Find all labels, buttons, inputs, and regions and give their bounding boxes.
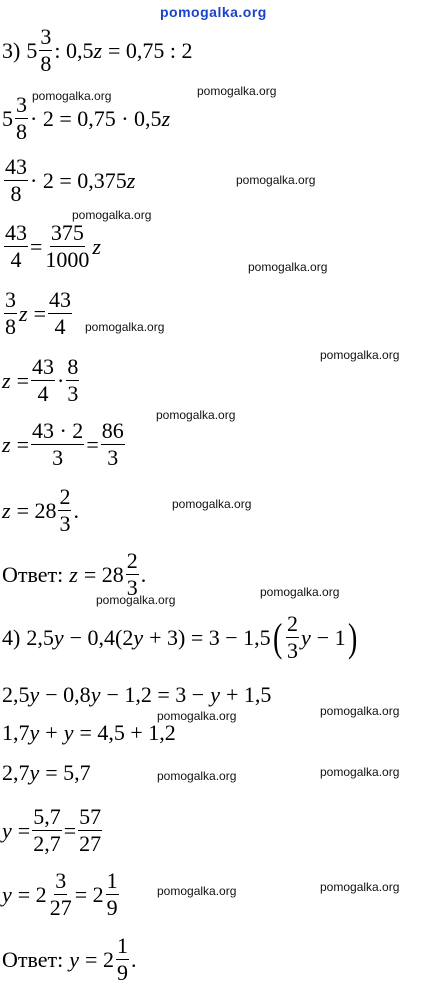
watermark: pomogalka.org	[156, 408, 236, 422]
watermark: pomogalka.org	[96, 593, 176, 607]
equals-sign: =	[63, 817, 77, 843]
fraction	[39, 26, 52, 75]
watermark: pomogalka.org	[197, 84, 277, 98]
numerator: 86	[101, 418, 124, 443]
numerator: 2	[286, 611, 298, 636]
numerator: 3	[40, 24, 52, 49]
denominator: 8	[5, 314, 16, 339]
fraction	[66, 356, 79, 405]
fraction	[44, 222, 90, 271]
p4-line-4	[2, 762, 91, 784]
expression-text: = 2	[85, 946, 114, 972]
p3-line-5	[2, 289, 74, 338]
watermark: pomogalka.org	[157, 884, 237, 898]
coefficient: 1,7	[2, 720, 30, 745]
denominator: 4	[54, 314, 66, 339]
fraction	[58, 486, 71, 535]
variable: y	[53, 624, 64, 650]
numerator: 43	[5, 154, 27, 179]
equals-sign: =	[16, 431, 29, 457]
numerator: 43	[48, 287, 71, 312]
p3-line-3	[2, 156, 135, 205]
watermark: pomogalka.org	[248, 260, 328, 274]
watermark: pomogalka.org	[320, 765, 400, 779]
variable: z	[19, 300, 28, 326]
expression-text: : 0,5	[54, 37, 94, 63]
fraction	[49, 870, 73, 919]
variable: y	[133, 624, 144, 650]
numerator: 8	[67, 354, 79, 379]
variable: y	[210, 682, 220, 707]
fraction	[31, 420, 84, 469]
numerator: 43	[31, 354, 54, 379]
period: .	[73, 497, 79, 523]
variable: y	[90, 682, 101, 707]
variable: z	[93, 37, 103, 63]
p4-answer	[2, 935, 136, 984]
p4-line-6	[2, 870, 121, 919]
denominator: 3	[107, 445, 119, 470]
denominator: 4	[10, 247, 22, 272]
variable: z	[2, 431, 11, 457]
plus-sign: +	[45, 720, 58, 745]
coefficient: 2,5	[26, 624, 54, 650]
watermark: pomogalka.org	[157, 709, 237, 723]
fraction	[15, 94, 28, 143]
expression-text: = 2	[74, 881, 104, 907]
variable: z	[2, 367, 11, 393]
fraction	[48, 289, 72, 338]
variable: y	[29, 720, 40, 745]
p4-line-3	[2, 722, 176, 744]
whole-part: 5	[2, 105, 13, 131]
variable: z	[69, 561, 78, 587]
denominator: 3	[67, 381, 79, 406]
p3-line-2	[2, 94, 170, 143]
watermark: pomogalka.org	[320, 348, 400, 362]
denominator: 3	[59, 511, 71, 536]
numerator: 5,7	[33, 804, 61, 829]
numerator: 43 · 2	[31, 418, 84, 443]
answer-label: Ответ:	[2, 561, 64, 587]
denominator: 4	[37, 381, 49, 406]
fraction	[32, 806, 62, 855]
expression-text: − 0,4(2	[69, 624, 134, 650]
fraction	[286, 613, 299, 662]
denominator: 8	[16, 119, 27, 144]
whole-part: 5	[26, 37, 38, 63]
variable: y	[300, 624, 311, 650]
denominator: 27	[79, 831, 102, 856]
fraction	[126, 550, 139, 599]
denominator: 27	[49, 895, 72, 920]
denominator: 9	[116, 960, 128, 985]
denominator: 1000	[45, 247, 90, 272]
variable: z	[126, 167, 136, 193]
fraction	[4, 289, 17, 338]
fraction	[116, 935, 129, 984]
variable: z	[92, 233, 101, 259]
expression-text: = 5,7	[45, 760, 91, 785]
watermark: pomogalka.org	[32, 89, 112, 103]
expression-text: · 2 = 0,375	[30, 167, 127, 193]
numerator: 1	[106, 868, 118, 893]
expression-text: + 3) = 3 − 1,5	[149, 624, 271, 650]
variable: y	[2, 881, 12, 907]
numerator: 375	[50, 220, 84, 245]
expression-text: = 28	[16, 497, 57, 523]
watermark: pomogalka.org	[320, 704, 400, 718]
numerator: 1	[116, 933, 128, 958]
denominator: 3	[286, 638, 298, 663]
coefficient: 2,7	[2, 760, 30, 785]
fraction	[101, 420, 125, 469]
expression-text: + 1,5	[225, 682, 272, 707]
denominator: 3	[126, 575, 138, 600]
expression-text: = 2	[17, 881, 47, 907]
watermark-top: pomogalka.org	[160, 4, 267, 20]
equals-sign: =	[16, 367, 29, 393]
fraction	[31, 356, 55, 405]
numerator: 57	[79, 804, 102, 829]
p4-line-1	[2, 613, 359, 662]
mixed-number	[2, 94, 30, 143]
equals-sign: =	[33, 300, 46, 326]
watermark: pomogalka.org	[85, 320, 165, 334]
period: .	[130, 946, 137, 972]
variable: y	[63, 720, 74, 745]
variable: y	[29, 760, 40, 785]
numerator: 3	[16, 92, 27, 117]
p4-line-5	[2, 806, 104, 855]
fraction	[4, 156, 28, 205]
watermark: pomogalka.org	[157, 769, 237, 783]
fraction	[78, 806, 102, 855]
expression-text: = 4,5 + 1,2	[79, 720, 176, 745]
answer-label: Ответ:	[2, 946, 64, 972]
expression-text: · 2 = 0,75 · 0,5	[30, 105, 162, 131]
equals-sign: =	[86, 431, 99, 457]
denominator: 8	[10, 181, 22, 206]
denominator: 8	[40, 51, 52, 76]
mixed-number	[26, 26, 54, 75]
expression-text: = 28	[83, 561, 124, 587]
numerator: 2	[126, 548, 138, 573]
problem-number: 3)	[2, 37, 21, 63]
variable: z	[161, 105, 171, 131]
watermark: pomogalka.org	[236, 173, 316, 187]
numerator: 3	[55, 868, 67, 893]
numerator: 3	[5, 287, 16, 312]
p3-line-6	[2, 356, 81, 405]
expression-text: − 1,2 = 3 −	[106, 682, 205, 707]
watermark: pomogalka.org	[72, 208, 152, 222]
right-paren: )	[347, 614, 358, 660]
p3-line-7	[2, 420, 127, 469]
p3-line-8	[2, 486, 79, 535]
variable: y	[29, 682, 40, 707]
watermark: pomogalka.org	[320, 880, 400, 894]
numerator: 2	[59, 484, 71, 509]
denominator: 3	[52, 445, 64, 470]
coefficient: 2,5	[2, 682, 30, 707]
expression-text: = 0,75 : 2	[108, 37, 193, 63]
denominator: 9	[106, 895, 118, 920]
equals-sign: =	[30, 233, 43, 259]
left-paren: (	[272, 614, 282, 660]
fraction	[4, 222, 28, 271]
p4-line-2	[2, 684, 271, 706]
variable: z	[2, 497, 11, 523]
denominator: 2,7	[33, 831, 61, 856]
equals-sign: =	[17, 817, 31, 843]
expression-text: − 0,8	[45, 682, 91, 707]
multiply-sign: ·	[56, 367, 65, 393]
period: .	[140, 561, 147, 587]
p3-line-4	[2, 222, 101, 271]
p3-line-1	[2, 26, 193, 75]
watermark: pomogalka.org	[172, 497, 252, 511]
variable: y	[2, 817, 12, 843]
problem-number: 4)	[2, 624, 21, 650]
expression-text: − 1	[316, 624, 346, 650]
p3-answer	[2, 550, 146, 599]
numerator: 43	[5, 220, 27, 245]
fraction	[106, 870, 119, 919]
watermark: pomogalka.org	[260, 585, 340, 599]
variable: y	[69, 946, 80, 972]
